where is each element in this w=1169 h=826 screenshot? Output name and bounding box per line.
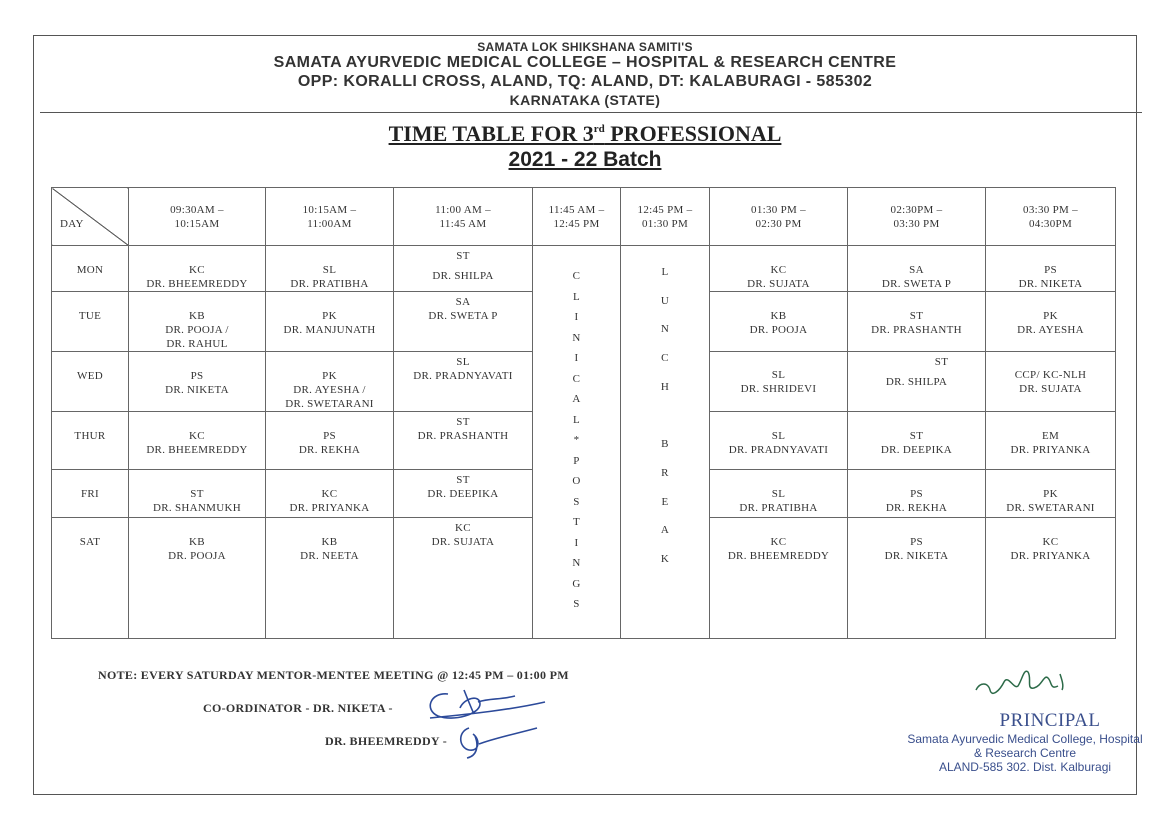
- coordinator-signature-icon: [420, 680, 550, 725]
- class-cell: KB DR. POOJA: [129, 518, 266, 639]
- class-cell: SL DR. PRATIBHA: [710, 470, 848, 518]
- day-cell: MON: [52, 246, 129, 292]
- college-name: SAMATA AYURVEDIC MEDICAL COLLEGE – HOSPITAL & RESEARCH CENTRE: [273, 54, 897, 71]
- principal-seal: PRINCIPAL Samata Ayurvedic Medical College, Hospital & Research Centre ALAND-585 302. Dist. Kalburagi: [907, 710, 1143, 774]
- class-cell: KC DR. SUJATA: [710, 246, 848, 292]
- class-cell: PK DR. AYESHA: [986, 292, 1116, 352]
- principal-signature-icon: [970, 660, 1080, 708]
- college-address: OPP: KORALLI CROSS, ALAND, TQ: ALAND, DT: KALABURAGI - 585302: [297, 73, 873, 90]
- class-cell: KC DR. BHEEMREDDY: [129, 412, 266, 470]
- timetable: [51, 187, 1116, 639]
- class-cell: KC DR. BHEEMREDDY: [710, 518, 848, 639]
- lunch-break-cell: L U N C H B R E A K: [621, 246, 710, 639]
- class-cell: PS DR. NIKETA: [848, 518, 986, 639]
- class-cell: EM DR. PRIYANKA: [986, 412, 1116, 470]
- day-cell: FRI: [52, 470, 129, 518]
- class-cell: KB DR. POOJA: [710, 292, 848, 352]
- class-cell: CCP/ KC-NLH DR. SUJATA: [986, 352, 1116, 412]
- class-cell: SA DR. SWETA P: [394, 292, 533, 352]
- class-cell: PS DR. REKHA: [266, 412, 394, 470]
- coordinator-line: CO-ORDINATOR - DR. NIKETA -: [203, 701, 393, 715]
- table-row: [52, 246, 1116, 292]
- time-slot-header: 01:30 PM – 02:30 PM: [710, 188, 848, 246]
- time-slot-header: 11:45 AM – 12:45 PM: [533, 188, 621, 246]
- college-state: KARNATAKA (STATE): [509, 92, 661, 108]
- class-cell: PS DR. REKHA: [848, 470, 986, 518]
- class-cell: KC DR. PRIYANKA: [266, 470, 394, 518]
- time-slot-header: 11:00 AM – 11:45 AM: [394, 188, 533, 246]
- class-cell: ST DR. SHILPA: [394, 246, 533, 292]
- time-slot-header: 12:45 PM – 01:30 PM: [621, 188, 710, 246]
- time-slot-header: 09:30AM – 10:15AM: [129, 188, 266, 246]
- class-cell: PS DR. NIKETA: [129, 352, 266, 412]
- society-name: SAMATA LOK SHIKSHANA SAMITI'S: [477, 40, 693, 54]
- class-cell: KB DR. NEETA: [266, 518, 394, 639]
- class-cell: PS DR. NIKETA: [986, 246, 1116, 292]
- class-cell: ST DR. DEEPIKA: [848, 412, 986, 470]
- class-cell: SL DR. PRATIBHA: [266, 246, 394, 292]
- class-cell: KC DR. BHEEMREDDY: [129, 246, 266, 292]
- batch-title: 2021 - 22 Batch: [508, 148, 662, 171]
- time-slot-header: 03:30 PM – 04:30PM: [986, 188, 1116, 246]
- class-cell: ST DR. SHANMUKH: [129, 470, 266, 518]
- class-cell: ST DR. DEEPIKA: [394, 470, 533, 518]
- class-cell: KC DR. SUJATA: [394, 518, 533, 639]
- day-cell: THUR: [52, 412, 129, 470]
- coordinator2-signature-icon: [455, 722, 545, 760]
- class-cell: ST DR. PRASHANTH: [394, 412, 533, 470]
- day-cell: SAT: [52, 518, 129, 639]
- class-cell: KB DR. POOJA / DR. RAHUL: [129, 292, 266, 352]
- clinical-postings-cell: C L I N I C A L * P O S T I N G S: [533, 246, 621, 639]
- class-cell: KC DR. PRIYANKA: [986, 518, 1116, 639]
- timetable-title: TIME TABLE FOR 3rd PROFESSIONAL: [388, 121, 782, 146]
- class-cell: PK DR. SWETARANI: [986, 470, 1116, 518]
- time-slot-header: 02:30PM – 03:30 PM: [848, 188, 986, 246]
- day-cell: TUE: [52, 292, 129, 352]
- header-divider: [40, 112, 1142, 113]
- class-cell: SL DR. PRADNYAVATI: [710, 412, 848, 470]
- class-cell: ST DR. SHILPA: [848, 352, 986, 412]
- time-slot-header: 10:15AM – 11:00AM: [266, 188, 394, 246]
- header-row: [52, 188, 1116, 246]
- day-header: DAY: [52, 188, 129, 246]
- class-cell: SL DR. SHRIDEVI: [710, 352, 848, 412]
- class-cell: SL DR. PRADNYAVATI: [394, 352, 533, 412]
- day-cell: WED: [52, 352, 129, 412]
- class-cell: SA DR. SWETA P: [848, 246, 986, 292]
- coordinator-line-2: DR. BHEEMREDDY -: [325, 734, 448, 748]
- class-cell: PK DR. AYESHA / DR. SWETARANI: [266, 352, 394, 412]
- saturday-note: NOTE: EVERY SATURDAY MENTOR-MENTEE MEETING @ 12:45 PM – 01:00 PM: [98, 668, 569, 682]
- class-cell: PK DR. MANJUNATH: [266, 292, 394, 352]
- class-cell: ST DR. PRASHANTH: [848, 292, 986, 352]
